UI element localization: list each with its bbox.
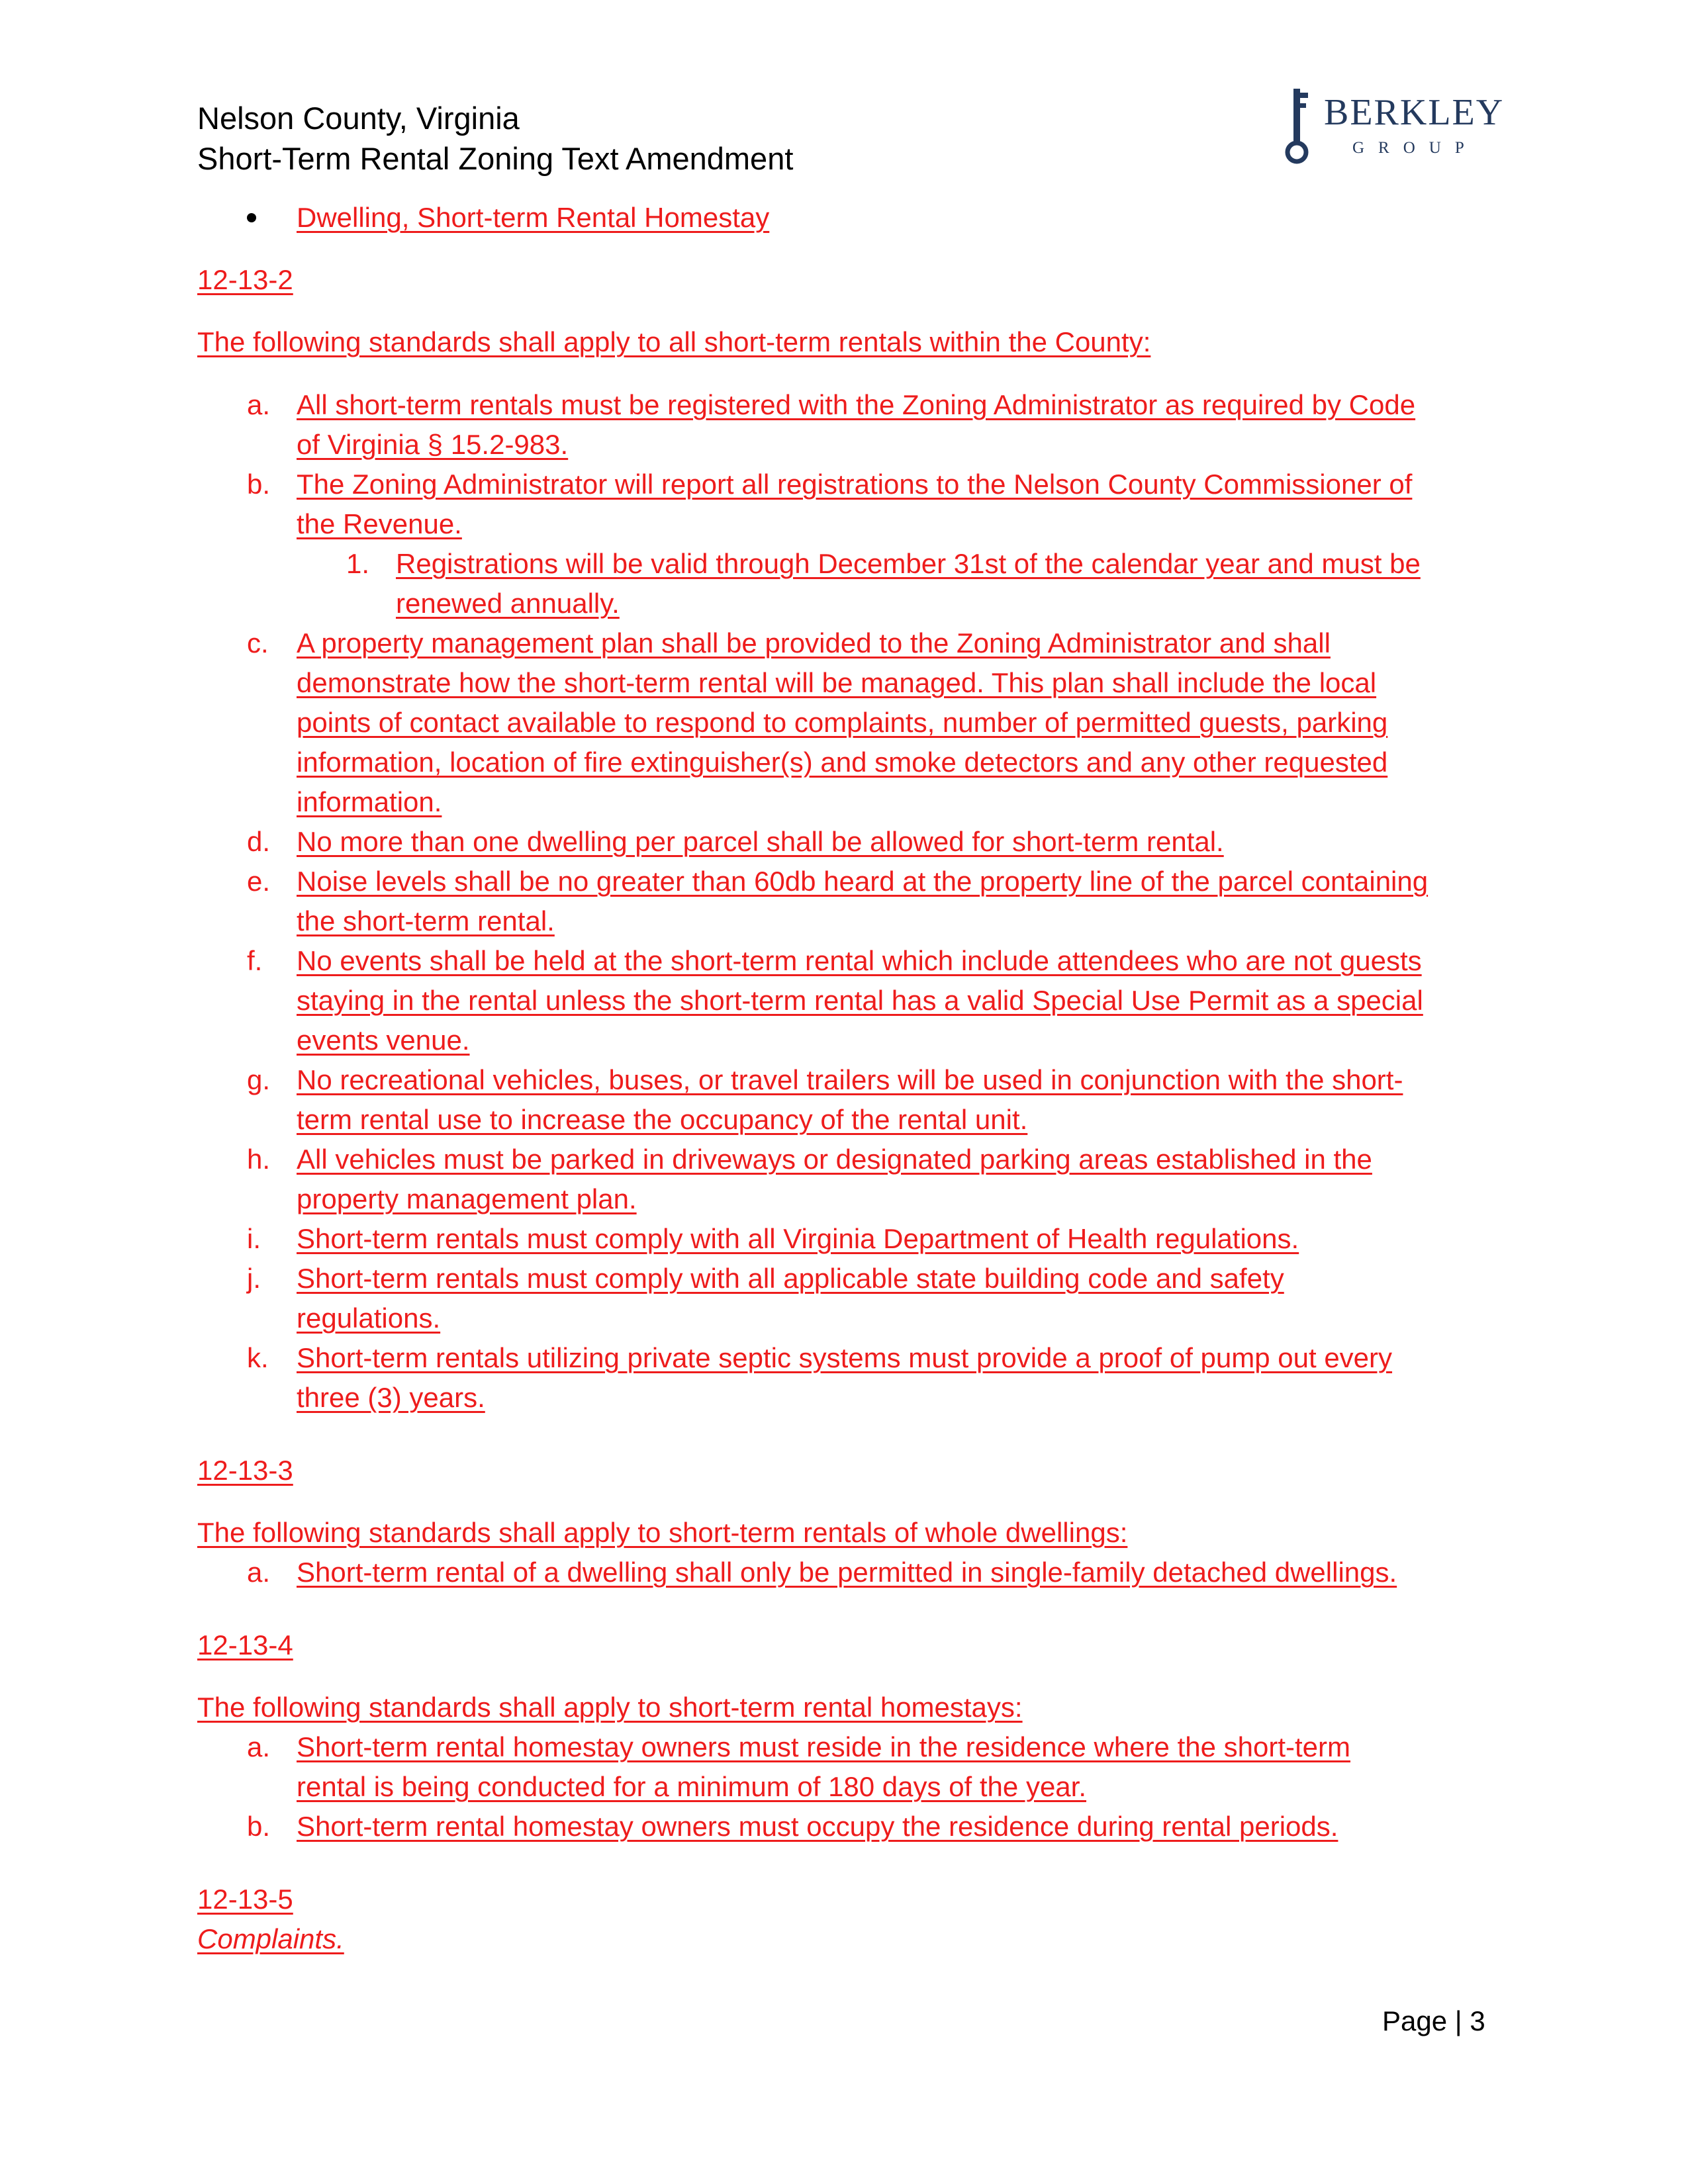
list-item-line: Short-term rental homestay owners must reside in the residence where the short-term <box>297 1731 1351 1762</box>
list-item-line: the Revenue. <box>297 508 462 539</box>
list-marker: j. <box>247 1263 261 1294</box>
list-item-line: renewed annually. <box>396 588 620 619</box>
section-number: 12-13-5 <box>197 1884 293 1915</box>
list-marker: d. <box>247 826 271 857</box>
list-marker: g. <box>247 1064 271 1095</box>
list-item-line: Short-term rentals must comply with all Virginia Department of Health regulations. <box>297 1223 1299 1254</box>
list-marker: a. <box>247 1731 271 1762</box>
list-item-line: information. <box>297 786 442 817</box>
list-item-line: regulations. <box>297 1302 441 1334</box>
list-item-line: of Virginia § 15.2-983. <box>297 429 569 460</box>
header-title-line2: Short-Term Rental Zoning Text Amendment <box>197 141 794 176</box>
section-number: 12-13-2 <box>197 264 293 295</box>
list-marker: i. <box>247 1223 261 1254</box>
list-item-line: A property management plan shall be provided to the Zoning Administrator and shall <box>297 627 1331 659</box>
list-item-line: property management plan. <box>297 1183 637 1214</box>
list-item-line: information, location of fire extinguisher(s) and smoke detectors and any other requested <box>297 747 1388 778</box>
list-marker: b. <box>247 1811 271 1842</box>
section-intro: The following standards shall apply to all short-term rentals within the County: <box>197 326 1151 357</box>
list-item-line: No events shall be held at the short-term rental which include attendees who are not guests <box>297 945 1422 976</box>
berkley-group-logo <box>1283 85 1505 164</box>
key-icon <box>1283 89 1315 165</box>
section-number: 12-13-3 <box>197 1455 293 1486</box>
list-marker: c. <box>247 627 269 659</box>
section-number: 12-13-4 <box>197 1629 293 1661</box>
list-marker: h. <box>247 1144 271 1175</box>
list-item-line: No recreational vehicles, buses, or travel trailers will be used in conjunction with the short- <box>297 1064 1403 1095</box>
list-marker: a. <box>247 389 271 420</box>
header-title-line1: Nelson County, Virginia <box>197 101 520 136</box>
list-item-line: staying in the rental unless the short-term rental has a valid Special Use Permit as a special <box>297 985 1423 1016</box>
list-item-line: the short-term rental. <box>297 905 555 936</box>
list-marker: e. <box>247 866 271 897</box>
list-item-line: Short-term rental homestay owners must occupy the residence during rental periods. <box>297 1811 1338 1842</box>
section-intro: The following standards shall apply to short-term rental homestays: <box>197 1692 1023 1723</box>
section-intro: The following standards shall apply to short-term rentals of whole dwellings: <box>197 1517 1128 1548</box>
page-number: Page | 3 <box>1382 2005 1485 2036</box>
list-item-line: events venue. <box>297 1024 470 1056</box>
list-item-line: No more than one dwelling per parcel shall be allowed for short-term rental. <box>297 826 1224 857</box>
list-item-line: Registrations will be valid through December 31st of the calendar year and must be <box>396 548 1421 579</box>
list-marker: k. <box>247 1342 269 1373</box>
bullet-item-text: Dwelling, Short-term Rental Homestay <box>297 202 770 233</box>
list-item-line: rental is being conducted for a minimum of 180 days of the year. <box>297 1771 1087 1802</box>
list-marker: 1. <box>346 548 370 579</box>
list-item-line: three (3) years. <box>297 1382 485 1413</box>
list-item-line: Noise levels shall be no greater than 60db heard at the property line of the parcel containing <box>297 866 1429 897</box>
logo-subtitle: GROUP <box>1352 139 1478 157</box>
document-header <box>197 98 793 179</box>
bullet-icon <box>247 213 256 222</box>
list-item-line: points of contact available to respond to complaints, number of permitted guests, parking <box>297 707 1388 738</box>
list-marker: a. <box>247 1557 271 1588</box>
list-item-line: All short-term rentals must be registered with the Zoning Administrator as required by Code <box>297 389 1416 420</box>
list-item-line: term rental use to increase the occupancy of the rental unit. <box>297 1104 1028 1135</box>
logo-wordmark: BERKLEY <box>1324 92 1505 133</box>
list-item-line: All vehicles must be parked in driveways or designated parking areas established in the <box>297 1144 1372 1175</box>
list-item-line: demonstrate how the short-term rental will be managed. This plan shall include the local <box>297 667 1377 698</box>
section-subtitle: Complaints. <box>197 1923 344 1954</box>
list-item-line: The Zoning Administrator will report all registrations to the Nelson County Commissioner of <box>297 469 1413 500</box>
list-marker: b. <box>247 469 271 500</box>
list-marker: f. <box>247 945 263 976</box>
list-item-line: Short-term rentals must comply with all applicable state building code and safety <box>297 1263 1284 1294</box>
list-item-line: Short-term rental of a dwelling shall only be permitted in single-family detached dwellings. <box>297 1557 1397 1588</box>
list-item-line: Short-term rentals utilizing private septic systems must provide a proof of pump out every <box>297 1342 1393 1373</box>
